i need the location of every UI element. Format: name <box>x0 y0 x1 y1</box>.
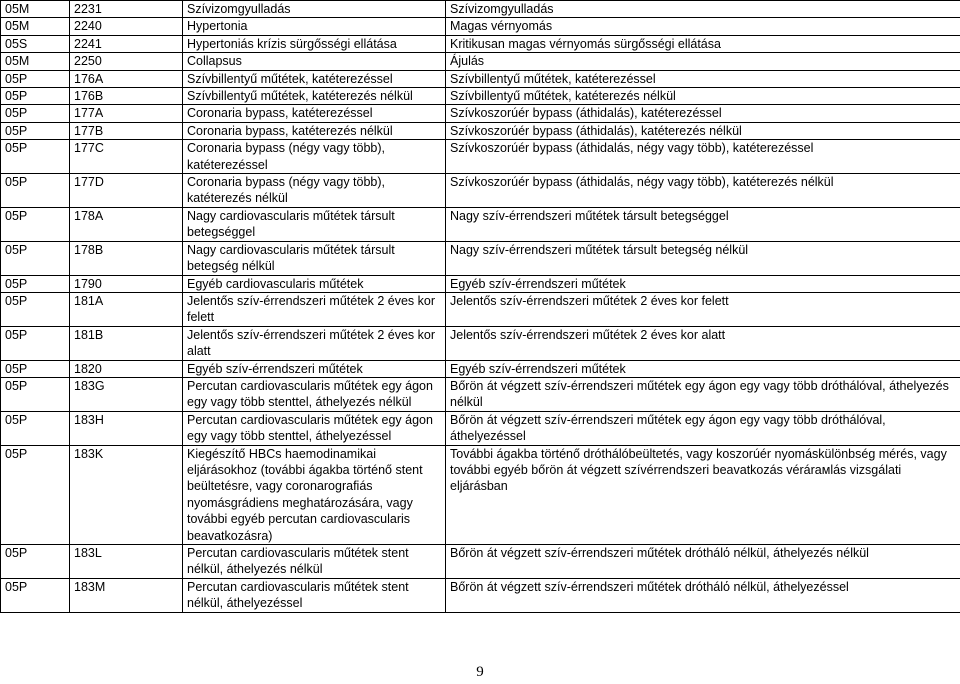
description-cell: Szívbillentyű műtétek, katéterezéssel <box>446 70 960 87</box>
mdc-code-cell: 05P <box>1 377 70 411</box>
table-row <box>1 1 960 18</box>
description-cell: Bőrön át végzett szív-érrendszeri műtétek egy ágon egy vagy több dróthálóval, áthelyezéssel <box>446 411 960 445</box>
drg-name-cell: Percutan cardiovascularis műtétek stent nélkül, áthelyezéssel <box>183 578 446 612</box>
table-row <box>1 326 960 360</box>
description-cell: Szívbillentyű műtétek, katéterezés nélkül <box>446 88 960 105</box>
mdc-code-cell: 05M <box>1 1 70 18</box>
description-cell: Egyéb szív-érrendszeri műtétek <box>446 360 960 377</box>
drg-number-cell: 177A <box>70 105 183 122</box>
drg-name-cell: Jelentős szív-érrendszeri műtétek 2 éves kor felett <box>183 292 446 326</box>
drg-number-cell: 1790 <box>70 275 183 292</box>
drg-number-cell: 177B <box>70 122 183 139</box>
drg-number-cell: 2250 <box>70 53 183 70</box>
table-row <box>1 207 960 241</box>
drg-name-cell: Coronaria bypass (négy vagy több), katéterezéssel <box>183 140 446 174</box>
table-row <box>1 53 960 70</box>
table-row <box>1 122 960 139</box>
drg-number-cell: 177D <box>70 174 183 208</box>
page-number: 9 <box>476 664 484 680</box>
description-cell: Szívkoszorúér bypass (áthidalás), katéterezéssel <box>446 105 960 122</box>
mdc-code-cell: 05P <box>1 70 70 87</box>
drg-number-cell: 183L <box>70 545 183 579</box>
mdc-code-cell: 05P <box>1 88 70 105</box>
drg-number-cell: 181A <box>70 292 183 326</box>
description-cell: Szívizomgyulladás <box>446 1 960 18</box>
drg-number-cell: 1820 <box>70 360 183 377</box>
mdc-code-cell: 05P <box>1 105 70 122</box>
drg-name-cell: Egyéb cardiovascularis műtétek <box>183 275 446 292</box>
description-cell: Bőrön át végzett szív-érrendszeri műtétek dróthálό nélkül, áthelyezés nélkül <box>446 545 960 579</box>
drg-name-cell: Nagy cardiovascularis műtétek társult betegség nélkül <box>183 241 446 275</box>
table-row <box>1 35 960 52</box>
description-cell: További ágakba történő dróthálóbeültetés, vagy koszorúér nyomáskülönbség mérés, vagy további egyéb bőrön át végzett szívérrendszeri beavatkozás vérárамlás vizsgálati eljárásban <box>446 445 960 544</box>
mdc-code-cell: 05P <box>1 122 70 139</box>
drg-number-cell: 181B <box>70 326 183 360</box>
drg-number-cell: 176B <box>70 88 183 105</box>
drg-name-cell: Collapsus <box>183 53 446 70</box>
table-row <box>1 18 960 35</box>
mdc-code-cell: 05P <box>1 292 70 326</box>
drg-number-cell: 178B <box>70 241 183 275</box>
drg-number-cell: 183G <box>70 377 183 411</box>
drg-number-cell: 2241 <box>70 35 183 52</box>
description-cell: Szívkoszorúér bypass (áthidalás, négy vagy több), katéterezéssel <box>446 140 960 174</box>
description-cell: Egyéb szív-érrendszeri műtétek <box>446 275 960 292</box>
description-cell: Jelentős szív-érrendszeri műtétek 2 éves kor alatt <box>446 326 960 360</box>
description-cell: Magas vérnyomás <box>446 18 960 35</box>
table-row <box>1 140 960 174</box>
mdc-code-cell: 05P <box>1 241 70 275</box>
drg-name-cell: Egyéb szív-érrendszeri műtétek <box>183 360 446 377</box>
drg-number-cell: 178A <box>70 207 183 241</box>
mdc-code-cell: 05P <box>1 360 70 377</box>
description-cell: Szívkoszorúér bypass (áthidalás), katéterezés nélkül <box>446 122 960 139</box>
drg-number-cell: 2231 <box>70 1 183 18</box>
mdc-code-cell: 05P <box>1 174 70 208</box>
description-cell: Ájulás <box>446 53 960 70</box>
table-row <box>1 275 960 292</box>
table-row <box>1 105 960 122</box>
drg-number-cell: 183K <box>70 445 183 544</box>
drg-name-cell: Coronaria bypass, katéterezéssel <box>183 105 446 122</box>
description-cell: Bőrön át végzett szív-érrendszeri műtétek dróthálό nélkül, áthelyezéssel <box>446 578 960 612</box>
table-row <box>1 241 960 275</box>
drg-name-cell: Hypertoniás krízis sürgősségi ellátása <box>183 35 446 52</box>
mdc-code-cell: 05S <box>1 35 70 52</box>
mdc-code-cell: 05P <box>1 275 70 292</box>
table-row <box>1 88 960 105</box>
mdc-code-cell: 05M <box>1 53 70 70</box>
drg-number-cell: 183M <box>70 578 183 612</box>
drg-name-cell: Percutan cardiovascularis műtétek egy ágon egy vagy több stenttel, áthelyezéssel <box>183 411 446 445</box>
drg-name-cell: Hypertonia <box>183 18 446 35</box>
drg-number-cell: 2240 <box>70 18 183 35</box>
mdc-code-cell: 05P <box>1 411 70 445</box>
mdc-code-cell: 05P <box>1 326 70 360</box>
drg-number-cell: 183H <box>70 411 183 445</box>
table-row <box>1 174 960 208</box>
mdc-code-cell: 05P <box>1 140 70 174</box>
table-row <box>1 445 960 544</box>
mdc-code-cell: 05P <box>1 578 70 612</box>
drg-name-cell: Coronaria bypass, katéterezés nélkül <box>183 122 446 139</box>
drg-name-cell: Percutan cardiovascularis műtétek stent nélkül, áthelyezés nélkül <box>183 545 446 579</box>
table-body <box>1 1 960 613</box>
mdc-code-cell: 05M <box>1 18 70 35</box>
drg-name-cell: Jelentős szív-érrendszeri műtétek 2 éves kor alatt <box>183 326 446 360</box>
description-cell: Kritikusan magas vérnyomás sürgősségi ellátása <box>446 35 960 52</box>
mdc-code-cell: 05P <box>1 545 70 579</box>
table-row <box>1 578 960 612</box>
table-row <box>1 292 960 326</box>
drg-number-cell: 176A <box>70 70 183 87</box>
description-cell: Jelentős szív-érrendszeri műtétek 2 éves kor felett <box>446 292 960 326</box>
description-cell: Bőrön át végzett szív-érrendszeri műtétek egy ágon egy vagy több dróthálóval, áthelyezés nélkül <box>446 377 960 411</box>
description-cell: Nagy szív-érrendszeri műtétek társult betegség nélkül <box>446 241 960 275</box>
table-row <box>1 70 960 87</box>
drg-name-cell: Percutan cardiovascularis műtétek egy ágon egy vagy több stenttel, áthelyezés nélkül <box>183 377 446 411</box>
table-row <box>1 545 960 579</box>
mdc-code-cell: 05P <box>1 207 70 241</box>
description-cell: Nagy szív-érrendszeri műtétek társult betegséggel <box>446 207 960 241</box>
drg-name-cell: Szívbillentyű műtétek, katéterezéssel <box>183 70 446 87</box>
drg-name-cell: Szívizomgyulladás <box>183 1 446 18</box>
drg-name-cell: Nagy cardiovascularis műtétek társult betegséggel <box>183 207 446 241</box>
drg-number-cell: 177C <box>70 140 183 174</box>
drg-name-cell: Kiegészítő HBCs haemodinamikai eljárásokhoz (további ágakba történő stent beültetésre, vagy coronarografiás nyomásgrádiens meghatározására, vagy további egyéb percutan cardiovascularis beavatkozásra) <box>183 445 446 544</box>
description-cell: Szívkoszorúér bypass (áthidalás, négy vagy több), katéterezés nélkül <box>446 174 960 208</box>
drg-name-cell: Coronaria bypass (négy vagy több), katéterezés nélkül <box>183 174 446 208</box>
table-row <box>1 360 960 377</box>
table-row <box>1 377 960 411</box>
drg-name-cell: Szívbillentyű műtétek, katéterezés nélkül <box>183 88 446 105</box>
mdc-code-cell: 05P <box>1 445 70 544</box>
table-row <box>1 411 960 445</box>
